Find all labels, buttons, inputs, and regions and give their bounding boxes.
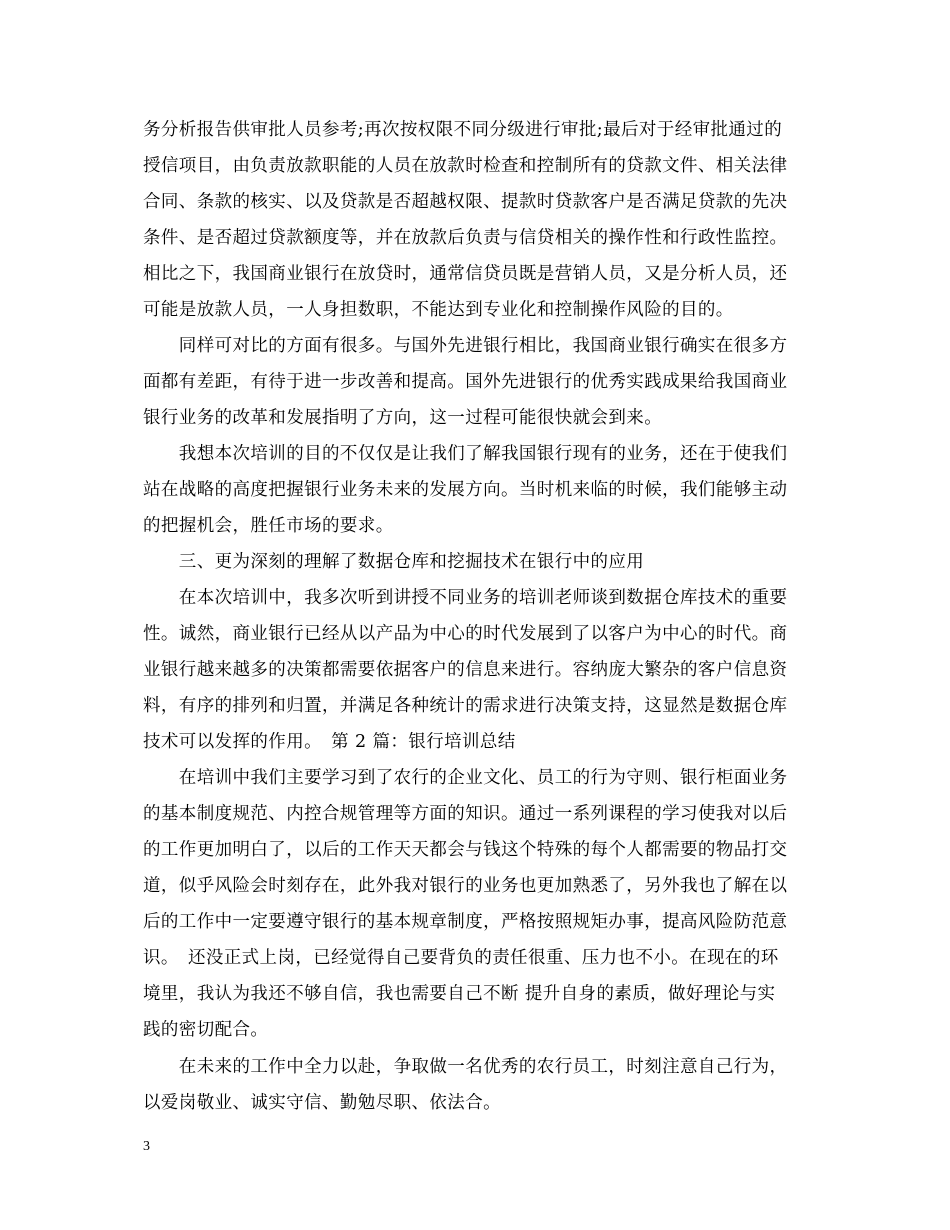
text-line: 面都有差距，有待于进一步改善和提高。国外先进银行的优秀实践成果给我国商业 (143, 372, 788, 392)
text-line: 相比之下，我国商业银行在放贷时，通常信贷员既是营销人员，又是分析人员，还 (143, 264, 788, 284)
text-line: 条件、是否超过贷款额度等，并在放款后负责与信贷相关的操作性和行政性监控。 (143, 228, 788, 248)
text-line: 同样可对比的方面有很多。与国外先进银行相比，我国商业银行确实在很多方 (143, 336, 788, 356)
text-line: 技术可以发挥的作用。 第 2 篇：银行培训总结 (143, 732, 516, 752)
text-line: 以爱岗敬业、诚实守信、勤勉尽职、依法合。 (143, 1093, 501, 1113)
text-line: 境里，我认为我还不够自信，我也需要自己不断 提升自身的素质，做好理论与实 (143, 984, 776, 1004)
text-line: 识。 还没正式上岗，已经觉得自己要背负的责任很重、压力也不小。在现在的环 (143, 948, 779, 968)
text-line: 在培训中我们主要学习到了农行的企业文化、员工的行为守则、银行柜面业务 (143, 768, 788, 788)
text-line: 我想本次培训的目的不仅仅是让我们了解我国银行现有的业务，还在于使我们 (143, 444, 788, 464)
page-number: 3 (143, 1139, 150, 1154)
text-line: 在本次培训中，我多次听到讲授不同业务的培训老师谈到数据仓库技术的重要 (143, 588, 788, 608)
text-line: 性。诚然，商业银行已经从以产品为中心的时代发展到了以客户为中心的时代。商 (143, 624, 788, 644)
text-line: 站在战略的高度把握银行业务未来的发展方向。当时机来临的时候，我们能够主动 (143, 480, 788, 500)
text-line: 料，有序的排列和归置，并满足各种统计的需求进行决策支持，这显然是数据仓库 (143, 696, 788, 716)
section-heading: 三、更为深刻的理解了数据仓库和挖掘技术在银行中的应用 (143, 552, 645, 572)
text-line: 道，似乎风险会时刻存在，此外我对银行的业务也更加熟悉了，另外我也了解在以 (143, 876, 788, 896)
text-line: 后的工作中一定要遵守银行的基本规章制度，严格按照规矩办事，提高风险防范意 (143, 912, 788, 932)
text-line: 的基本制度规范、内控合规管理等方面的知识。通过一系列课程的学习使我对以后 (143, 804, 788, 824)
text-line: 的工作更加明白了，以后的工作天天都会与钱这个特殊的每个人都需要的物品打交 (143, 840, 788, 860)
text-line: 践的密切配合。 (143, 1020, 269, 1040)
text-line: 业银行越来越多的决策都需要依据客户的信息来进行。容纳庞大繁杂的客户信息资 (143, 660, 788, 680)
text-line: 授信项目，由负责放款职能的人员在放款时检查和控制所有的贷款文件、相关法律 (143, 156, 788, 176)
text-line: 的把握机会，胜任市场的要求。 (143, 516, 394, 536)
text-line: 银行业务的改革和发展指明了方向，这一过程可能很快就会到来。 (143, 408, 663, 428)
text-line: 可能是放款人员，一人身担数职，不能达到专业化和控制操作风险的目的。 (143, 300, 734, 320)
text-line: 合同、条款的核实、以及贷款是否超越权限、提款时贷款客户是否满足贷款的先决 (143, 192, 788, 212)
text-line: 务分析报告供审批人员参考;再次按权限不同分级进行审批;最后对于经审批通过的 (143, 120, 783, 140)
text-line: 在未来的工作中全力以赴，争取做一名优秀的农行员工，时刻注意自己行为， (143, 1057, 788, 1077)
